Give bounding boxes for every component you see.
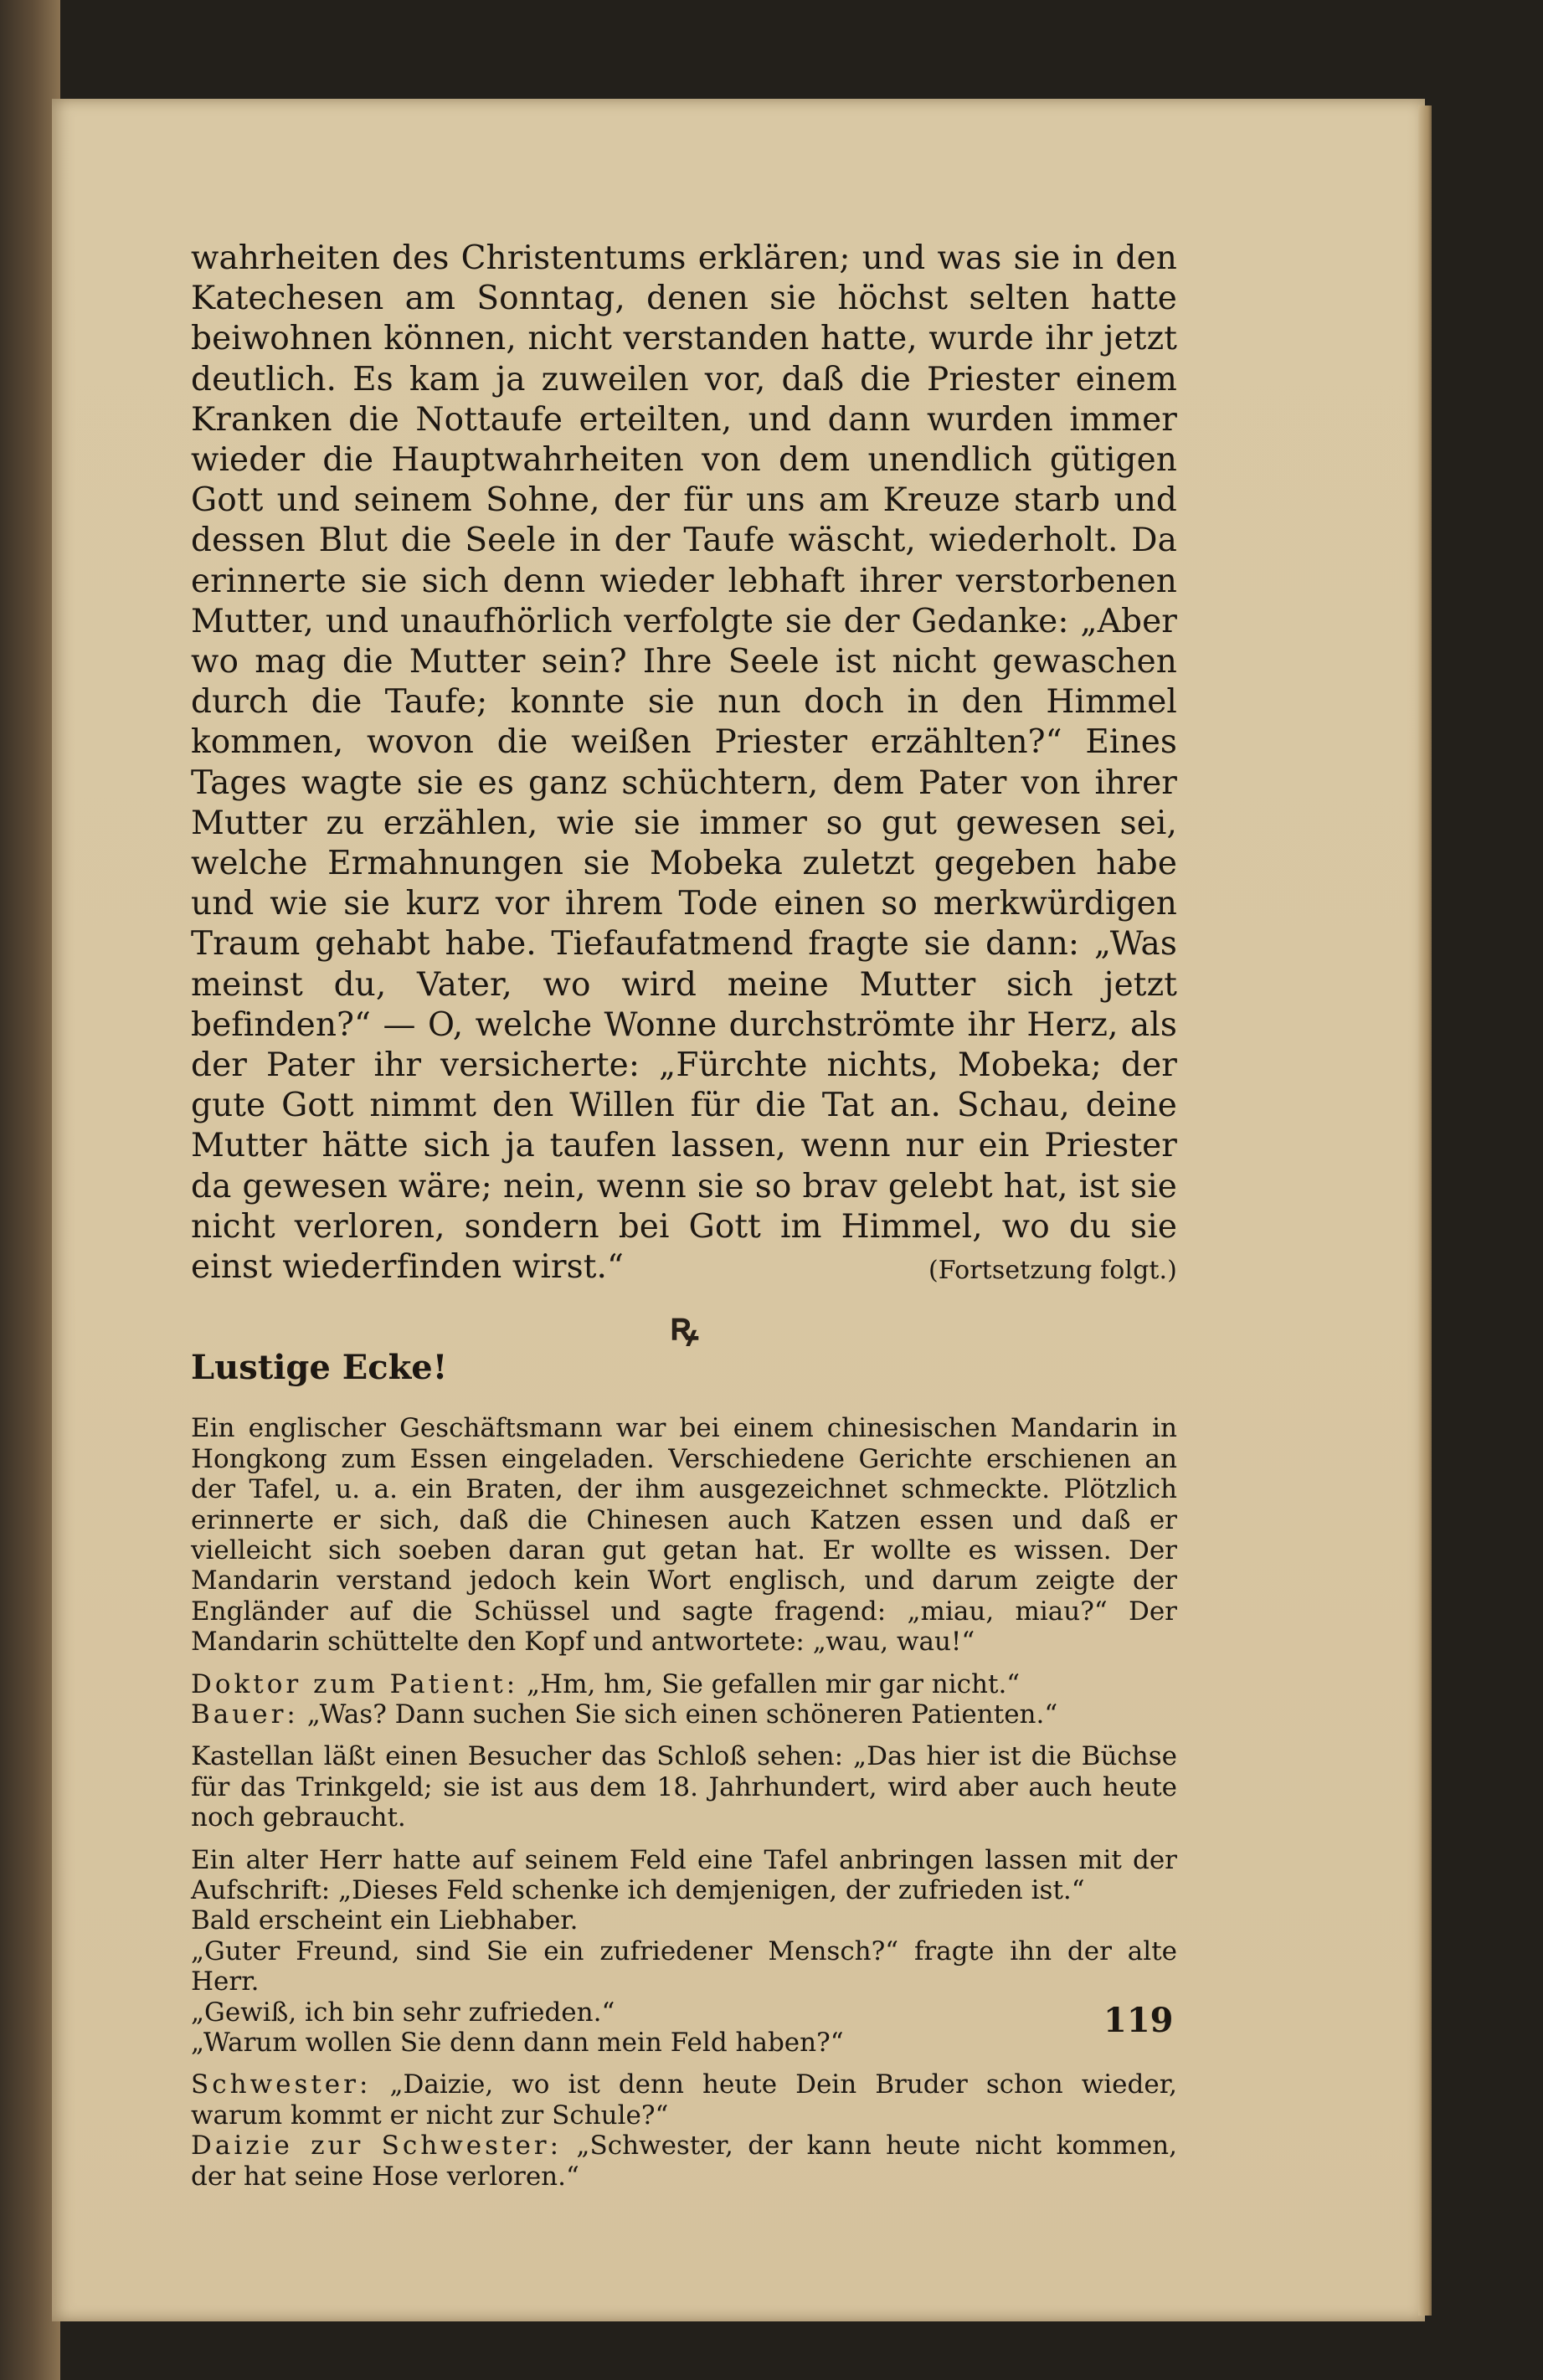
jokes-list: [191, 1413, 1177, 2192]
joke-text: Ein alter Herr hatte auf seinem Feld eine Tafel anbringen lassen mit der Aufschrift: „Dieses Feld schenke ich demjenigen, der zufrieden ist.“: [191, 1844, 1177, 1905]
section-divider: ꝶ: [669, 1303, 699, 1349]
page-edge: [1418, 105, 1432, 2316]
joke-line: „Guter Freund, sind Sie ein zufriedener Mensch?“ fragte ihn der alte Herr.: [191, 1935, 1177, 1997]
joke-item: [191, 1413, 1177, 1657]
page-number: 119: [1103, 2001, 1174, 2040]
joke-line: [191, 2131, 1177, 2192]
joke-dialogue: „Daizie, wo ist denn heute Dein Bruder schon wieder, warum kommt er nicht zur Schule?“: [191, 2069, 1177, 2131]
joke-line: Bald erscheint ein Liebhaber.: [191, 1905, 579, 1936]
main-paragraph-text: wahrheiten des Christentums erklären; und was sie in den Katechesen am Sonntag, denen sie höchst selten hatte beiwohnen können, nicht verstanden hatte, wurde ihr jetzt deutlich. Es kam ja zuweilen vor, daß die Priester einem Kranken die Nottaufe erteilten, und dann wurden immer wieder die Hauptwahrheiten von dem unendlich gütigen Gott und seinem Sohne, der für uns am Kreuze starb und dessen Blut die Seele in der Taufe wäscht, wiederholt. Da erinnerte sie sich denn wieder lebhaft ihrer verstorbenen Mutter, und unaufhörlich verfolgte sie der Gedanke: „Aber wo mag die Mutter sein? Ihre Seele ist nicht gewaschen durch die Taufe; konnte sie nun doch in den Himmel kommen, wovon die weißen Priester erzählten?“ Eines Tages wagte sie es ganz schüchtern, dem Pater von ihrer Mutter zu erzählen, wie sie immer so gut gewesen sei, welche Ermahnungen sie Mobeka zuletzt gegeben habe und wie sie kurz vor ihrem Tode einen so merkwürdigen Traum gehabt habe. Tiefaufatmend fragte sie dann: „Was meinst du, Vater, wo wird meine Mutter sich jetzt befinden?“ — O, welche Wonne durchströmte ihr Herz, als der Pater ihr versicherte: „Fürchte nichts, Mobeka; der gute Gott nimmt den Willen für die Tat an. Schau, deine Mutter hätte sich ja taufen lassen, wenn nur ein Priester da gewesen wäre; nein, wenn sie so brav gelebt hat, ist sie nicht verloren, sondern bei Gott im Himmel, wo du sie einst wiederfinden wirst.“: [191, 239, 1177, 1287]
joke-dialogue: „Schwester, der kann heute nicht kommen, der hat seine Hose verloren.“: [191, 2131, 1177, 2192]
joke-line: [191, 1699, 1177, 1730]
continued-note: (Fortsetzung folgt.): [928, 1256, 1177, 1286]
joke-speaker: Daizie zur Schwester:: [191, 2131, 563, 2162]
joke-speaker: Bauer:: [191, 1699, 299, 1730]
main-text-block: [191, 239, 1177, 1288]
section-title: Lustige Ecke!: [191, 1348, 448, 1388]
main-paragraph: [191, 239, 1177, 1288]
joke-item: [191, 1669, 1177, 1730]
joke-text: Ein englischer Geschäftsmann war bei einem chinesischen Mandarin in Hongkong zum Essen eingeladen. Verschiedene Gerichte erschienen an der Tafel, u. a. ein Braten, der ihm ausgezeichnet schmeckte. Plötzlich erinnerte er sich, daß die Chinesen auch Katzen essen und daß er vielleicht sich soeben daran gut getan hat. Er wollte es wissen. Der Mandarin verstand jedoch kein Wort englisch, und darum zeigte der Engländer auf die Schüssel und sagte fragend: „miau, miau?“ Der Mandarin schüttelte den Kopf und antwortete: „wau, wau!“: [191, 1413, 1177, 1658]
joke-item: [191, 1845, 1177, 2059]
page-content: [191, 239, 1177, 2203]
joke-text: Kastellan läßt einen Besucher das Schloß sehen: „Das hier ist die Büchse für das Trinkgeld; sie ist aus dem 18. Jahrhundert, wird aber auch heute noch gebraucht.: [191, 1741, 1177, 1833]
joke-dialogue: „Was? Dann suchen Sie sich einen schöneren Patienten.“: [298, 1699, 1058, 1730]
joke-line: „Gewiß, ich bin sehr zufrieden.“: [191, 1997, 615, 2028]
joke-speaker: Schwester:: [191, 2069, 372, 2100]
joke-item: [191, 1741, 1177, 1833]
joke-dialogue: „Hm, hm, Sie gefallen mir gar nicht.“: [518, 1668, 1021, 1699]
joke-speaker: Doktor zum Patient:: [191, 1668, 519, 1699]
joke-line: [191, 2069, 1177, 2131]
joke-item: [191, 2069, 1177, 2192]
joke-line: „Warum wollen Sie denn dann mein Feld haben?“: [191, 2028, 844, 2058]
joke-line: [191, 1669, 1177, 1699]
